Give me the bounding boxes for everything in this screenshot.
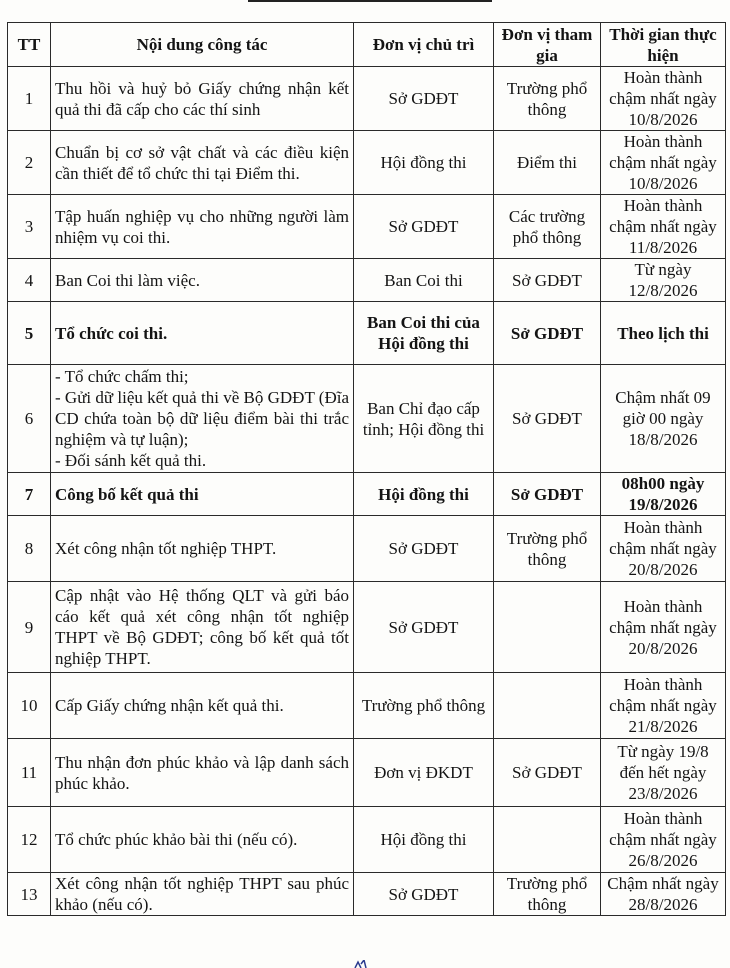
time-cell: Chậm nhất 09 giờ 00 ngày 18/8/2026 [601,365,726,473]
header-row [8,23,726,67]
row-number-cell: 9 [8,582,51,673]
lead-unit-cell: Sở GDĐT [354,873,494,916]
content-cell: Xét công nhận tốt nghiệp THPT. [51,516,354,582]
participating-unit-cell: Điểm thi [494,131,601,195]
table-row [8,259,726,302]
time-cell: Hoàn thành chậm nhất ngày 11/8/2026 [601,195,726,259]
content-cell: Cấp Giấy chứng nhận kết quả thi. [51,673,354,739]
content-cell: - Tổ chức chấm thi; - Gửi dữ liệu kết quả thi về Bộ GDĐT (Đĩa CD chứa toàn bộ dữ liệu điểm bài thi trắc nghiệm và tự luận); - Đối sánh kết quả thi. [51,365,354,473]
lead-unit-cell: Đơn vị ĐKDT [354,739,494,807]
header-tt: TT [8,23,51,67]
header-participating-unit: Đơn vị tham gia [494,23,601,67]
lead-unit-cell: Hội đồng thi [354,473,494,516]
table-row [8,873,726,916]
participating-unit-cell: Các trường phổ thông [494,195,601,259]
time-cell: Theo lịch thi [601,302,726,365]
time-cell: Hoàn thành chậm nhất ngày 20/8/2026 [601,516,726,582]
lead-unit-cell: Sở GDĐT [354,195,494,259]
row-number-cell: 7 [8,473,51,516]
content-cell: Tập huấn nghiệp vụ cho những người làm nhiệm vụ coi thi. [51,195,354,259]
table-row [8,131,726,195]
table-row [8,582,726,673]
header-content: Nội dung công tác [51,23,354,67]
table-row [8,673,726,739]
participating-unit-cell: Sở GDĐT [494,259,601,302]
time-cell: Hoàn thành chậm nhất ngày 20/8/2026 [601,582,726,673]
row-number-cell: 8 [8,516,51,582]
time-cell: Chậm nhất ngày 28/8/2026 [601,873,726,916]
lead-unit-cell: Sở GDĐT [354,582,494,673]
row-number-cell: 5 [8,302,51,365]
row-number-cell: 10 [8,673,51,739]
table-row [8,473,726,516]
content-cell: Cập nhật vào Hệ thống QLT và gửi báo cáo kết quả xét công nhận tốt nghiệp THPT về Bộ GDĐT; công bố kết quả tốt nghiệp THPT. [51,582,354,673]
lead-unit-cell: Trường phổ thông [354,673,494,739]
lead-unit-cell: Hội đồng thi [354,131,494,195]
table-row [8,516,726,582]
table-row [8,807,726,873]
content-cell: Tổ chức phúc khảo bài thi (nếu có). [51,807,354,873]
row-number-cell: 6 [8,365,51,473]
lead-unit-cell: Sở GDĐT [354,516,494,582]
row-number-cell: 4 [8,259,51,302]
participating-unit-cell: Sở GDĐT [494,739,601,807]
time-cell: Hoàn thành chậm nhất ngày 26/8/2026 [601,807,726,873]
time-cell: 08h00 ngày 19/8/2026 [601,473,726,516]
participating-unit-cell: Trường phổ thông [494,516,601,582]
participating-unit-cell [494,807,601,873]
decorative-mark [352,960,368,968]
content-cell: Xét công nhận tốt nghiệp THPT sau phúc khảo (nếu có). [51,873,354,916]
participating-unit-cell: Trường phổ thông [494,67,601,131]
table-row [8,302,726,365]
header-lead-unit: Đơn vị chủ trì [354,23,494,67]
participating-unit-cell: Sở GDĐT [494,365,601,473]
time-cell: Hoàn thành chậm nhất ngày 10/8/2026 [601,131,726,195]
header-time: Thời gian thực hiện [601,23,726,67]
lead-unit-cell: Hội đồng thi [354,807,494,873]
content-cell: Chuẩn bị cơ sở vật chất và các điều kiện cần thiết để tổ chức thi tại Điểm thi. [51,131,354,195]
content-cell: Công bố kết quả thi [51,473,354,516]
time-cell: Hoàn thành chậm nhất ngày 21/8/2026 [601,673,726,739]
row-number-cell: 2 [8,131,51,195]
table-row [8,195,726,259]
content-cell: Tổ chức coi thi. [51,302,354,365]
participating-unit-cell: Sở GDĐT [494,473,601,516]
participating-unit-cell [494,673,601,739]
row-number-cell: 11 [8,739,51,807]
row-number-cell: 12 [8,807,51,873]
top-rule [248,0,492,2]
lead-unit-cell: Ban Chỉ đạo cấp tỉnh; Hội đồng thi [354,365,494,473]
participating-unit-cell: Sở GDĐT [494,302,601,365]
time-cell: Từ ngày 12/8/2026 [601,259,726,302]
participating-unit-cell [494,582,601,673]
table-row [8,67,726,131]
participating-unit-cell: Trường phổ thông [494,873,601,916]
table-row [8,365,726,473]
lead-unit-cell: Sở GDĐT [354,67,494,131]
row-number-cell: 3 [8,195,51,259]
schedule-table [7,22,726,916]
time-cell: Hoàn thành chậm nhất ngày 10/8/2026 [601,67,726,131]
row-number-cell: 13 [8,873,51,916]
content-cell: Thu nhận đơn phúc khảo và lập danh sách phúc khảo. [51,739,354,807]
lead-unit-cell: Ban Coi thi của Hội đồng thi [354,302,494,365]
table-row [8,739,726,807]
content-cell: Ban Coi thi làm việc. [51,259,354,302]
lead-unit-cell: Ban Coi thi [354,259,494,302]
time-cell: Từ ngày 19/8 đến hết ngày 23/8/2026 [601,739,726,807]
row-number-cell: 1 [8,67,51,131]
content-cell: Thu hồi và huỷ bỏ Giấy chứng nhận kết quả thi đã cấp cho các thí sinh [51,67,354,131]
